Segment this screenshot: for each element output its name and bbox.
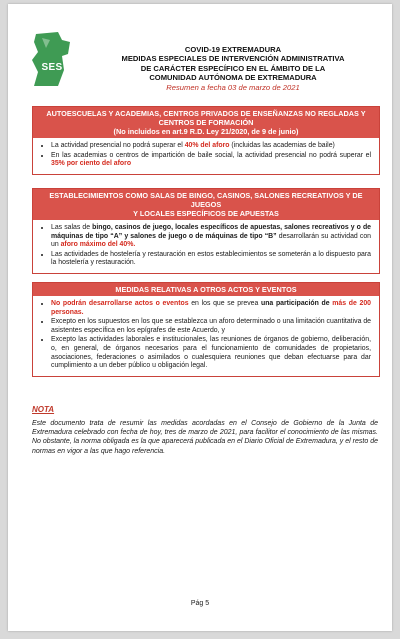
ses-logo-icon [28, 30, 72, 88]
summary-date: Resumen a fecha 03 de marzo de 2021 [166, 82, 300, 92]
document-page [8, 4, 392, 631]
section-body [33, 220, 379, 273]
heading-line: Y LOCALES ESPECÍFICOS DE APUESTAS [133, 209, 279, 218]
list-item: • Las actividades de hostelería y restauración en estos establecimientos se someterán a lo dispuesto para la hostelería y restauración. [51, 251, 371, 268]
page-number: Pág 5 [190, 600, 210, 607]
heading-line: CENTROS DE FORMACIÓN [158, 118, 254, 127]
heading-line: (No incluidos en art.9 R.D. Ley 21/2020, de 9 de junio) [113, 127, 299, 136]
header [8, 4, 392, 102]
section-heading [33, 189, 379, 220]
section-heading [33, 283, 379, 296]
section-heading [33, 107, 379, 138]
heading-line: AUTOESCUELAS Y ACADEMIAS, CENTROS PRIVADOS DE ENSEÑANZAS NO REGLADAS Y [46, 109, 366, 118]
section-academias [32, 106, 380, 175]
list-item: • Excepto en los supuestos en los que se establezca un aforo determinado o una limitación cuantitativa de asistentes específica en los epígrafes de este Acuerdo, y [51, 318, 371, 335]
list-item: • En las academias o centros de impartición de baile social, la actividad presencial no podrá superar el 35% por ciento del aforo [51, 152, 371, 169]
list-item: • No podrán desarrollarse actos o eventos en los que se prevea una participación de más de 200 personas. [51, 300, 371, 317]
list-item: • Las salas de bingo, casinos de juego, locales específicos de apuestas, salones recreativos y o de máquinas de tipo “A” y salones de juego o de máquinas de tipo “B” desarrollarán su actividad con un aforo máximo del 40%. [51, 224, 371, 250]
nota-text: Este documento trata de resumir las medidas acordadas en el Consejo de Gobierno de la Junta de Extremadura celebrado con fecha de hoy, tres de marzo de 2021, para facilitor el conocimiento de las mismas. No obstante, la norma obligada es la que aparecerá publicada en el Diario Oficial de Extremadura, y el resto de normas en vigor a las que hago referencia. [32, 420, 378, 455]
list-item: • Excepto las actividades laborales e institucionales, las reuniones de órganos de gobierno, deliberación, o, en general, de órganos necesarios para el funcionamiento de comunidades de propietarios, asociaciones, federaciones o asimilados o cualesquiera reuniones que deban efectuarse para dar cumplimiento a un deber público u obligación legal. [51, 336, 371, 370]
logo-text: SES [41, 62, 63, 73]
title-line: COMUNIDAD AUTÓNOMA DE EXTREMADURA [149, 73, 317, 83]
title-line: DE CARÁCTER ESPECÍFICO EN EL ÁMBITO DE LA [140, 63, 326, 73]
section-salas-juego [32, 188, 380, 274]
nota-label: NOTA [32, 405, 55, 414]
section-body [33, 138, 379, 174]
document-title [108, 45, 358, 92]
section-actos-eventos [32, 282, 380, 377]
title-line: MEDIDAS ESPECIALES DE INTERVENCIÓN ADMINISTRATIVA [121, 54, 345, 64]
section-body [33, 296, 379, 376]
list-item: • La actividad presencial no podrá superar el 40% del aforo (incluidas las academias de baile) [51, 142, 371, 151]
heading-line: ESTABLECIMIENTOS COMO SALAS DE BINGO, CASINOS, SALONES RECREATIVOS Y DE JUEGOS [49, 191, 363, 209]
heading-line: MEDIDAS RELATIVAS A OTROS ACTOS Y EVENTOS [115, 285, 297, 294]
title-line: COVID-19 EXTREMADURA [184, 45, 282, 54]
